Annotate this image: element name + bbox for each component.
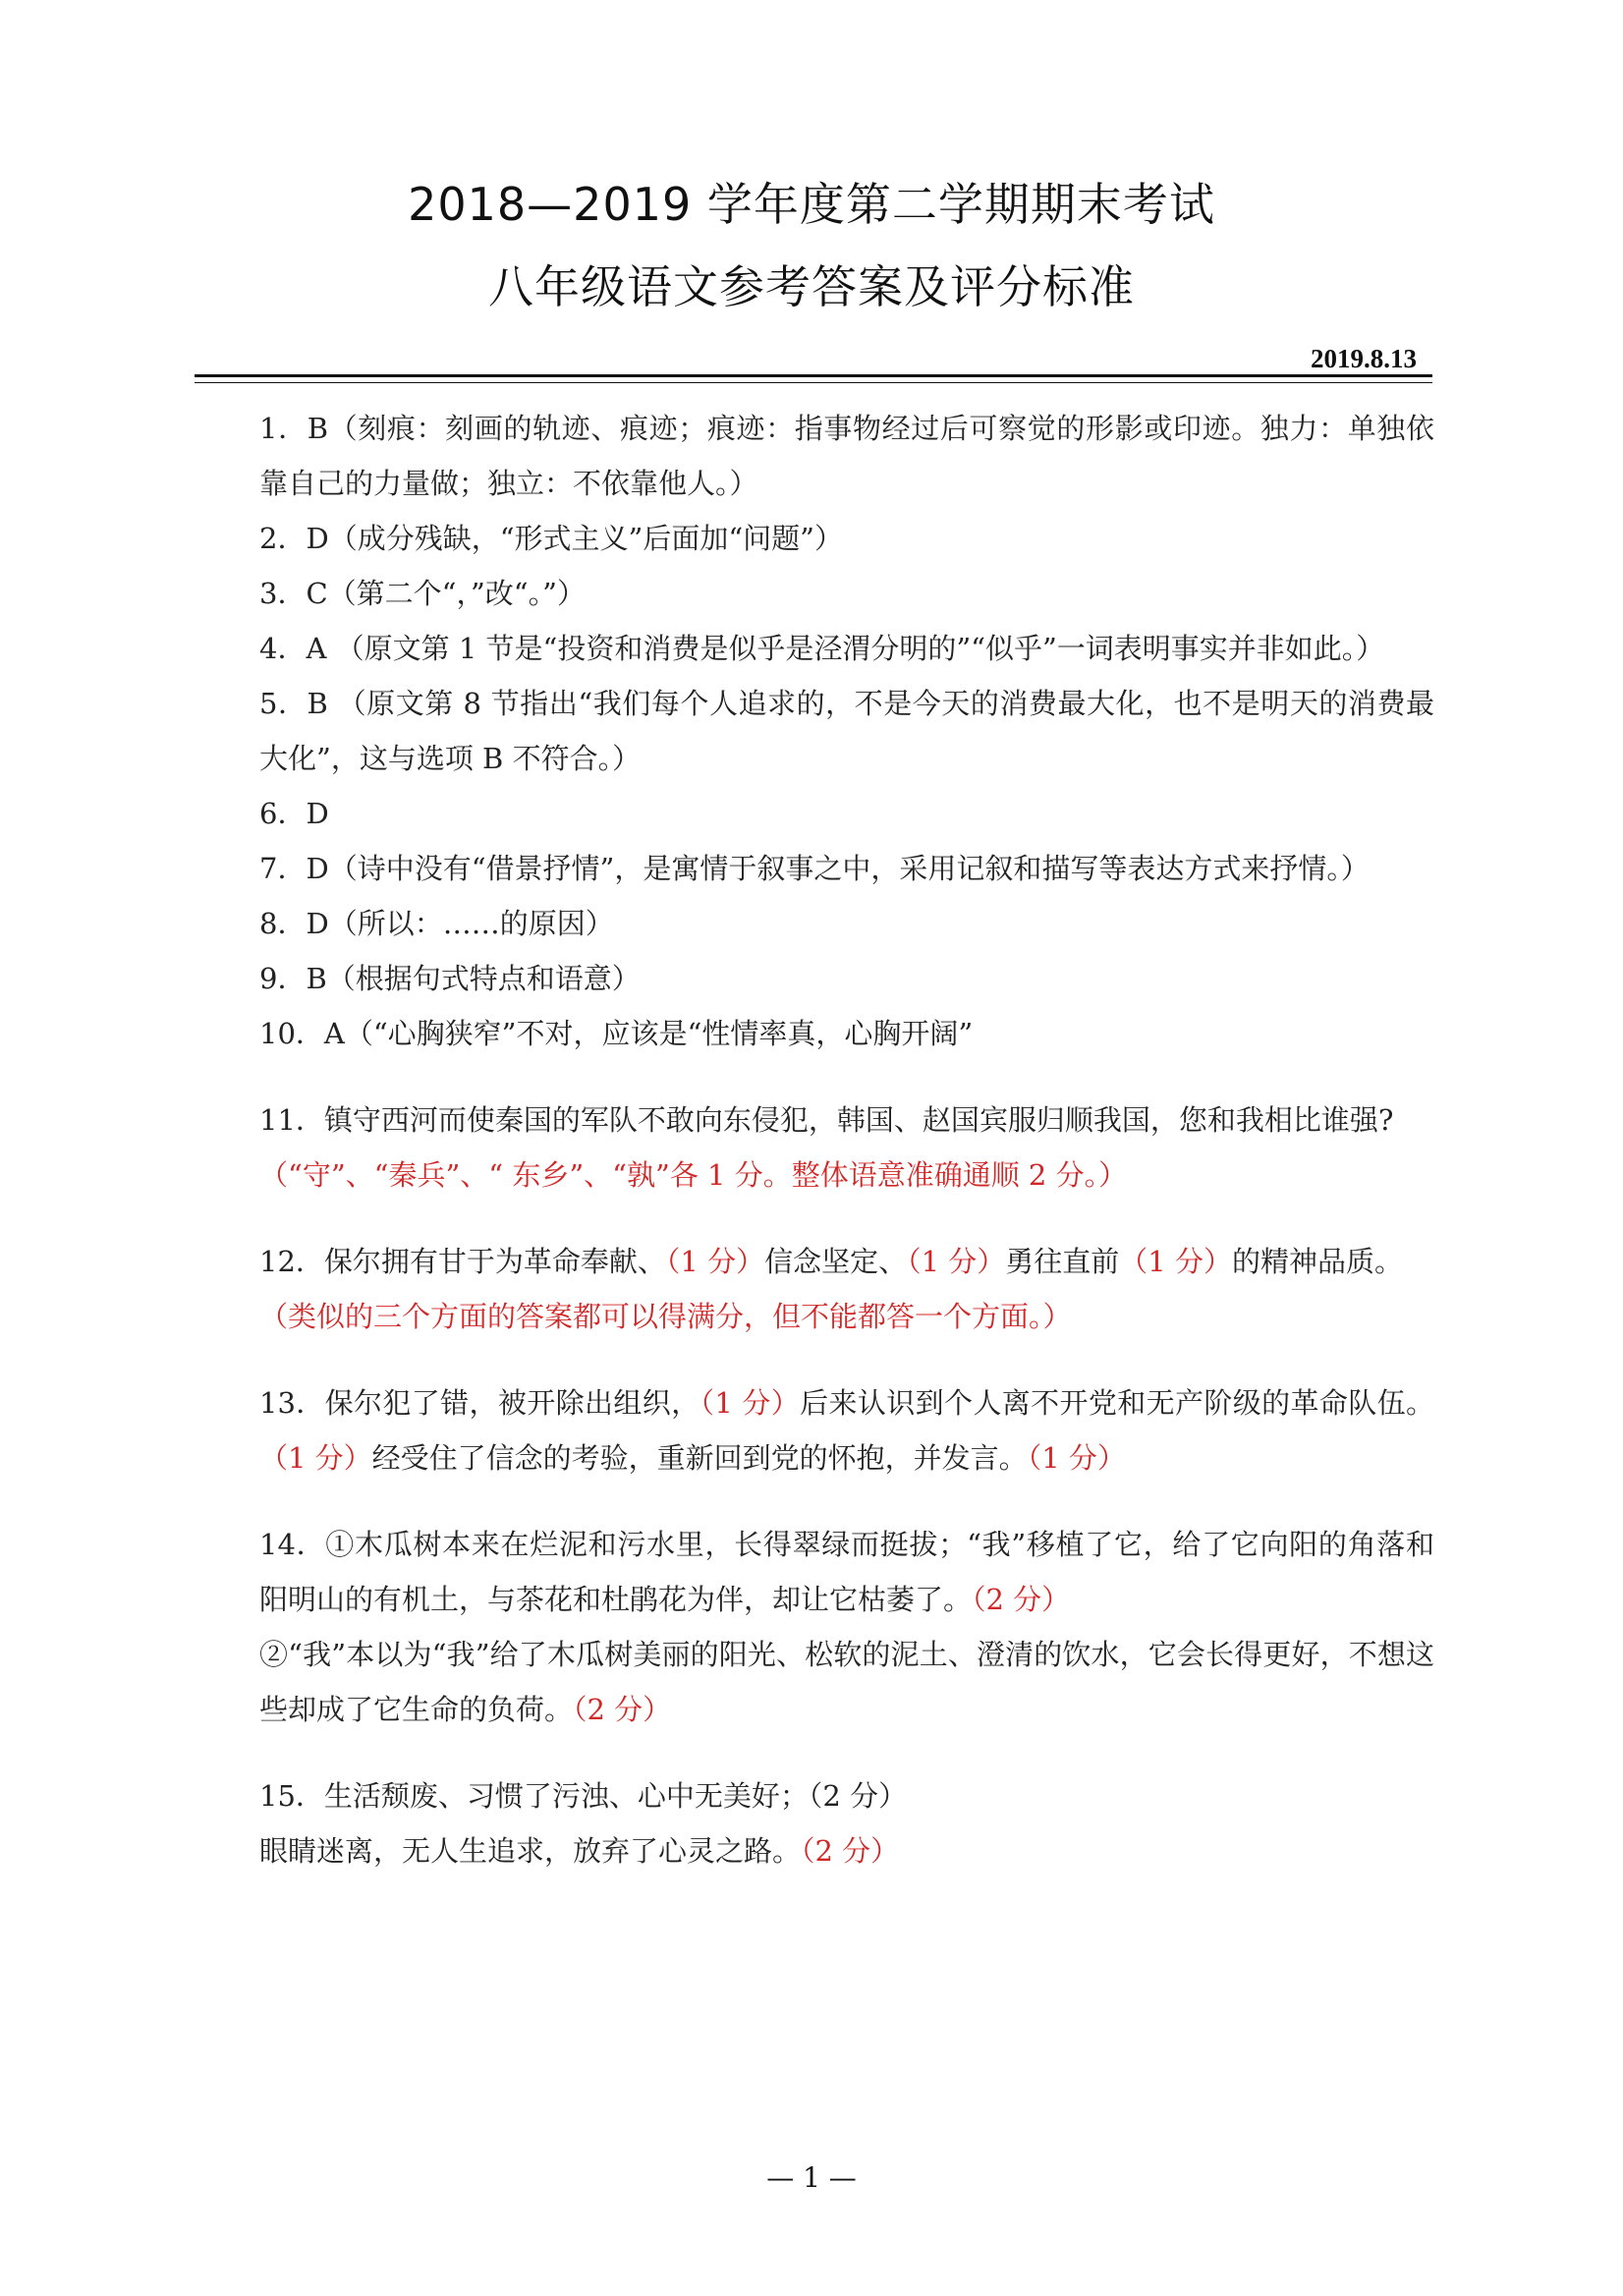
answer-4: 4．A （原文第 1 节是“投资和消费是似乎是泾渭分明的”“似乎”一词表明事实并非如此。）: [259, 632, 1385, 665]
answer-14-part2: ②“我”本以为“我”给了木瓜树美丽的阳光、松软的泥土、澄清的饮水，它会长得更好，不想这些却成了它生命的负荷。（2 分）: [259, 1638, 1434, 1726]
score-mark: （1 分）: [700, 1386, 801, 1420]
document-title: 2018—2019 学年度第二学期期末考试: [408, 178, 1215, 231]
answer-11: 11．镇守西河而使秦国的军队不敢向东侵犯，韩国、赵国宾服归顺我国，您和我相比谁强?: [259, 1103, 1394, 1137]
header-rule-thin: [195, 382, 1432, 383]
answer-2: 2．D（成分残缺，“形式主义”后面加“问题”）: [259, 522, 844, 555]
document-date: 2019.8.13: [1311, 344, 1417, 373]
page-number: — 1 —: [766, 2161, 857, 2194]
spacer: [196, 1203, 1434, 1234]
document-subtitle: 八年级语文参考答案及评分标准: [488, 260, 1135, 313]
spacer: [196, 1061, 1434, 1092]
answer-12-scoring-note: （类似的三个方面的答案都可以得满分，但不能都答一个方面。）: [259, 1300, 1072, 1333]
spacer: [196, 1737, 1434, 1768]
answer-8: 8．D（所以：……的原因）: [259, 907, 614, 940]
answer-15-part2: 眼睛迷离，无人生追求，放弃了心灵之路。（2 分）: [259, 1834, 900, 1868]
answer-7: 7．D（诗中没有“借景抒情”，是寓情于叙事之中，采用记叙和描写等表达方式来抒情。）: [259, 852, 1370, 885]
answer-9: 9．B（根据句式特点和语意）: [259, 962, 641, 995]
score-mark: （1 分）: [259, 1441, 372, 1475]
answer-12: 12．保尔拥有甘于为革命奉献、（1 分）信念坚定、（1 分）勇往直前（1 分）的精神品质。: [259, 1245, 1403, 1278]
score-mark: （2 分）: [801, 1834, 900, 1868]
answer-14-part1: 14．①木瓜树本来在烂泥和污水里，长得翠绿而挺拔；“我”移植了它，给了它向阳的角落和阳明山的有机土，与茶花和杜鹃花为伴，却让它枯萎了。（2 分）: [259, 1528, 1434, 1616]
answer-13: 13．保尔犯了错，被开除出组织，（1 分）后来认识到个人离不开党和无产阶级的革命队伍。（1 分）经受住了信念的考验，重新回到党的怀抱，并发言。（1 分）: [259, 1386, 1434, 1475]
header-rule-thick: [195, 374, 1432, 377]
score-mark: （1 分）: [665, 1245, 765, 1278]
answer-6: 6．D: [259, 797, 329, 830]
score-mark: （1 分）: [1119, 1245, 1232, 1278]
answer-15-part1: 15．生活颓废、习惯了污浊、心中无美好；（2 分）: [259, 1779, 908, 1813]
answer-5: 5．B （原文第 8 节指出“我们每个人追求的，不是今天的消费最大化，也不是明天的消费最大化”，这与选项 B 不符合。）: [259, 687, 1434, 775]
score-mark: （1 分）: [1027, 1441, 1126, 1475]
score-mark: （2 分）: [972, 1583, 1071, 1616]
answer-1: 1．B（刻痕：刻画的轨迹、痕迹；痕迹：指事物经过后可察觉的形影或印迹。独力：单独依靠自己的力量做；独立：不依靠他人。）: [259, 412, 1434, 500]
spacer: [196, 1485, 1434, 1517]
answer-3: 3．C（第二个“，”改“。”）: [259, 577, 586, 610]
score-mark: （2 分）: [573, 1693, 672, 1726]
answer-list: [196, 401, 1434, 1878]
spacer: [196, 1344, 1434, 1375]
answer-11-scoring: （“守”、“秦兵”、“ 东乡”、“孰”各 1 分。整体语意准确通顺 2 分。）: [259, 1158, 1128, 1192]
score-mark: （1 分）: [907, 1245, 1006, 1278]
answer-10: 10．A（“心胸狭窄”不对，应该是“性情率真，心胸开阔”: [259, 1017, 974, 1050]
